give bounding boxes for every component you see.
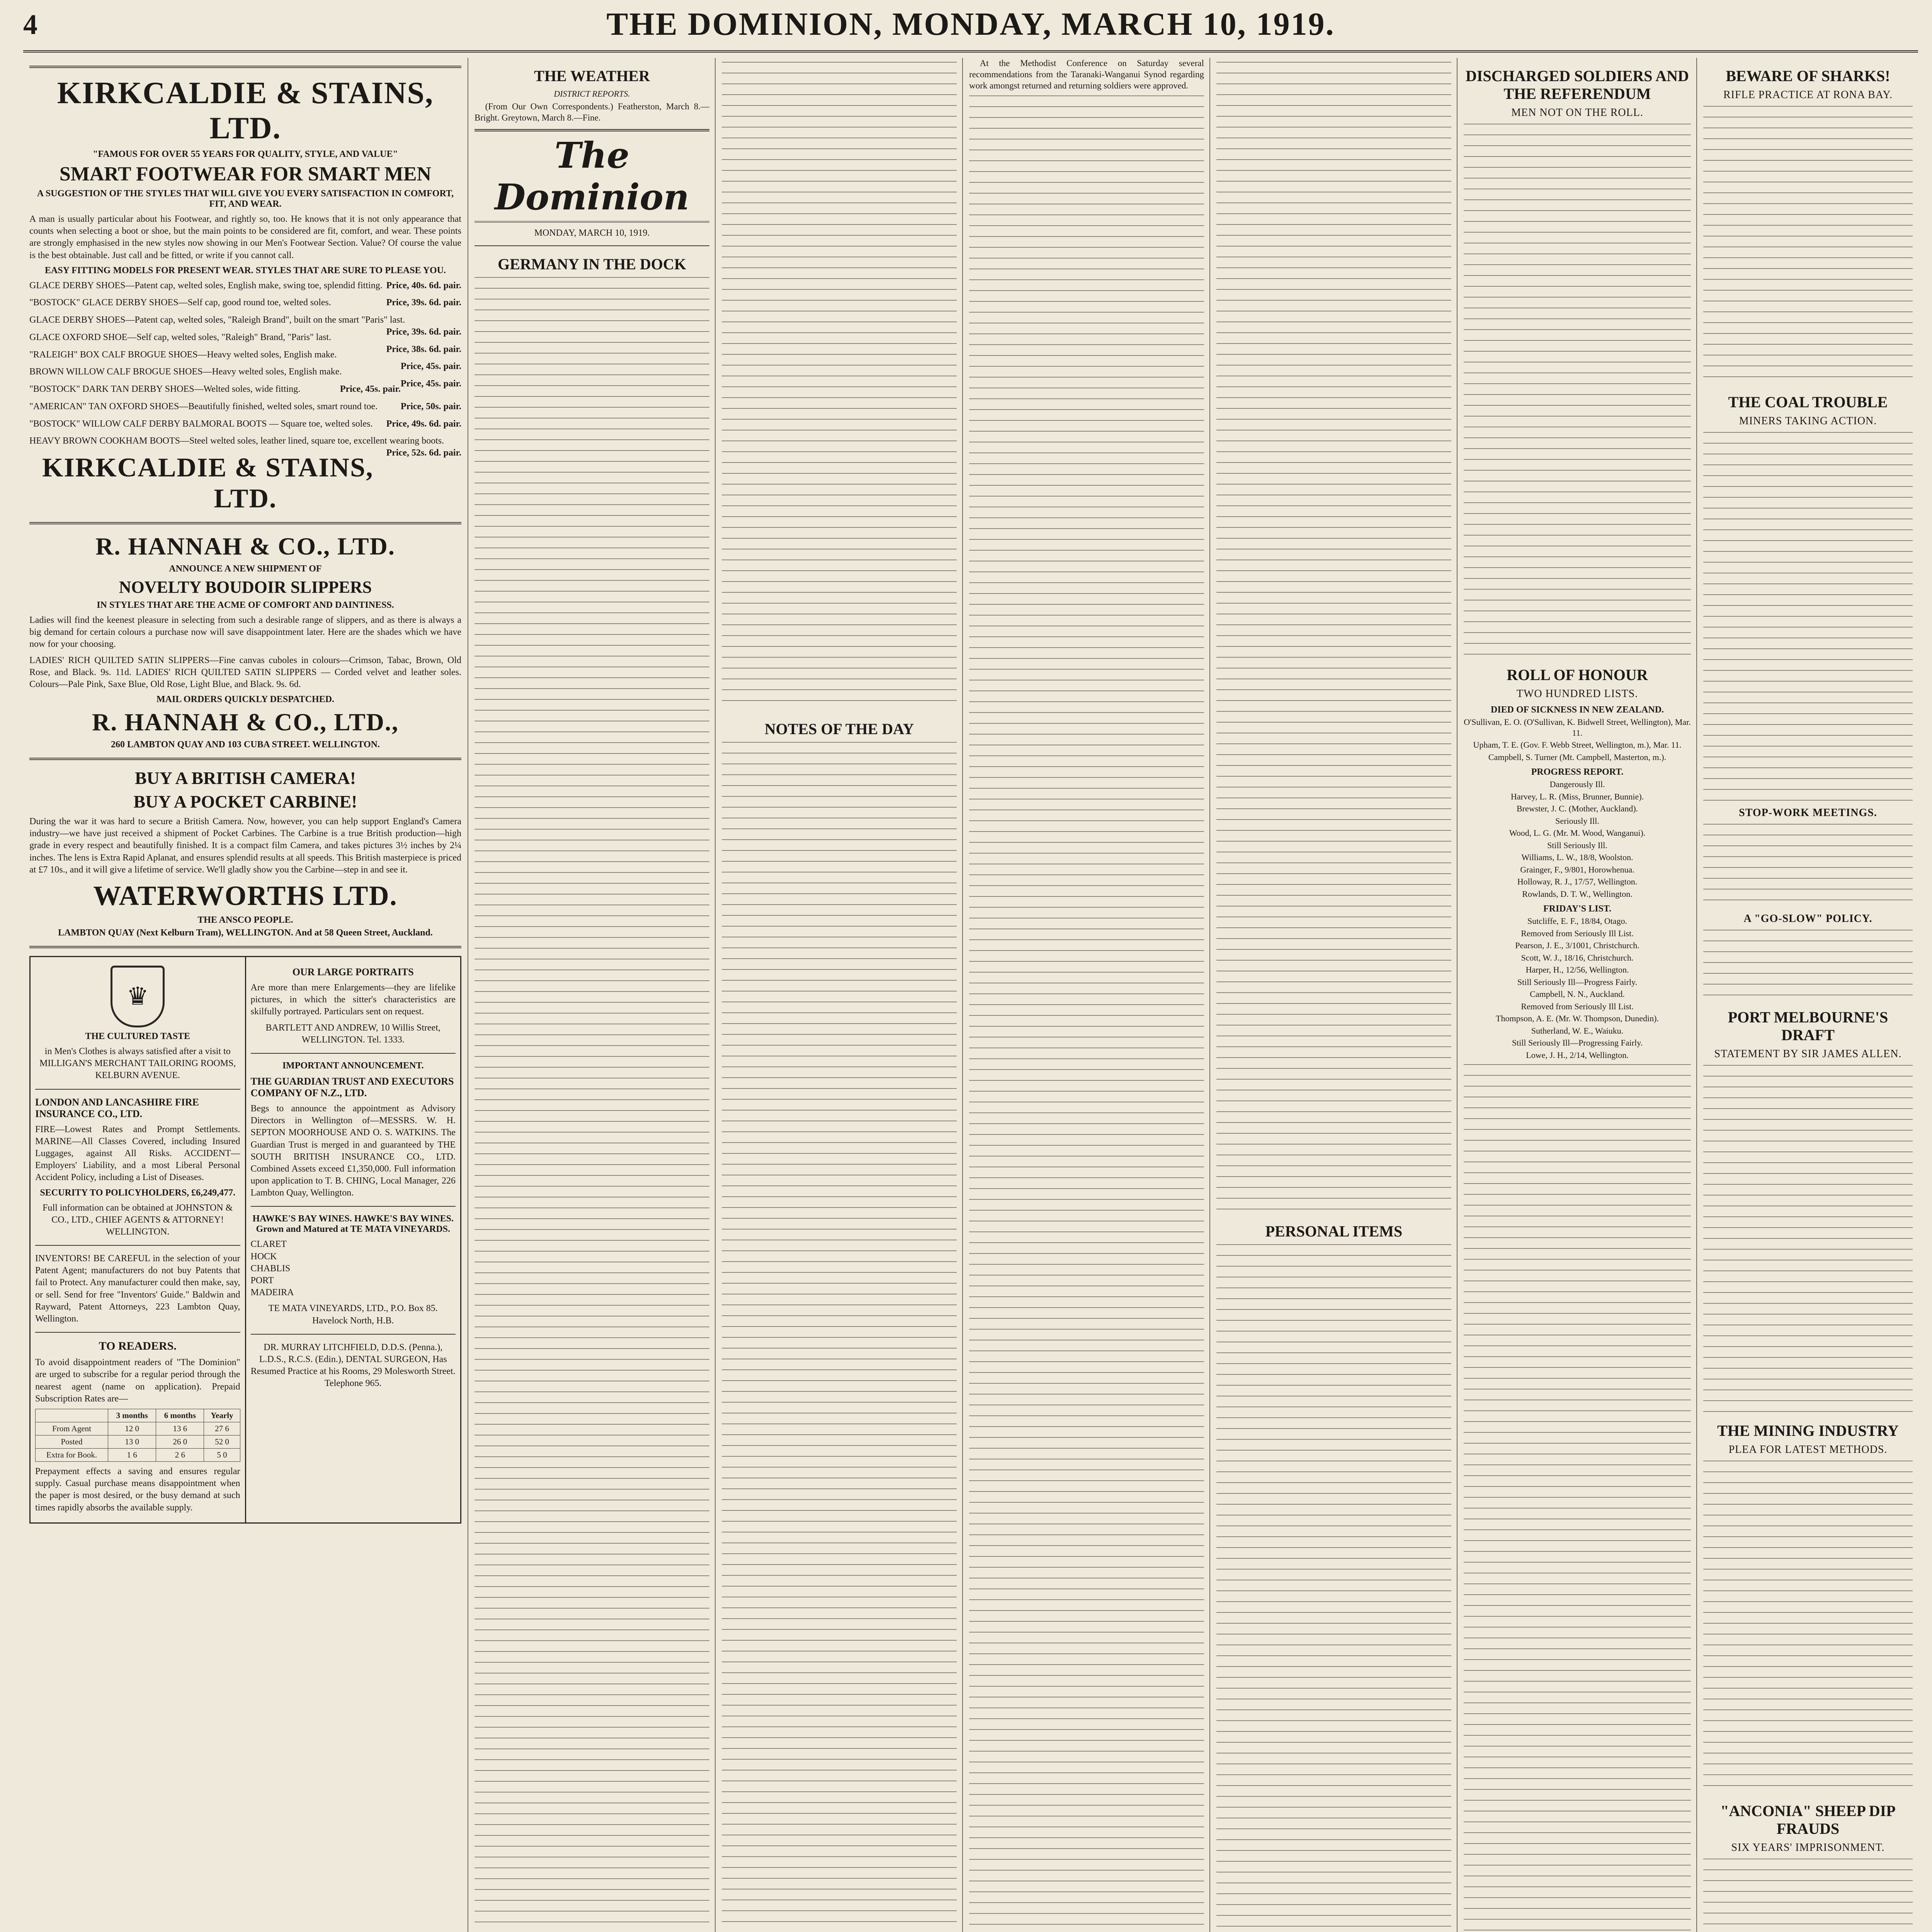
article-body: [722, 742, 957, 1932]
discharged-heading: DISCHARGED SOLDIERS AND THE REFERENDUM: [1466, 67, 1689, 102]
roll-entry: Upham, T. E. (Gov. F. Webb Street, Wellington, m.), Mar. 11.: [1473, 740, 1682, 750]
roll-entry: Still Seriously Ill.: [1547, 840, 1607, 850]
roll-section-heading: DIED OF SICKNESS IN NEW ZEALAND.: [1490, 705, 1664, 715]
roll-entry: Removed from Seriously Ill List.: [1521, 928, 1634, 938]
ad-waterworths-address: LAMBTON QUAY (Next Kelburn Tram), WELLINGTON. And at 58 Queen Street, Auckland.: [58, 928, 433, 938]
news-column: [962, 58, 1210, 1932]
ad-intro: A man is usually particular about his Footwear, and rightly so, too. He knows that it is not only appearance that counts when selecting a boot or shoe, but the main points to be considered are fit, comfort, and wear. These points are strongly emphasised in the new styles now showing in our Men's Footwear Section. Value? Of course the value is the best obtainable. Just call and be fitted, or write if you cannot call.: [29, 214, 461, 260]
roll-entry: Removed from Seriously Ill List.: [1521, 1001, 1634, 1011]
article-body: [1216, 62, 1451, 1213]
personal-heading: PERSONAL ITEMS: [1265, 1223, 1403, 1240]
ad-guardian-title: THE GUARDIAN TRUST AND EXECUTORS COMPANY OF N.Z., LTD.: [250, 1075, 454, 1099]
ad-hannah-novelty: NOVELTY BOUDOIR SLIPPERS: [119, 577, 372, 597]
mining-sub: PLEA FOR LATEST METHODS.: [1728, 1444, 1888, 1456]
ad-important: IMPORTANT ANNOUNCEMENT.: [282, 1060, 424, 1071]
table-row: 3 months 6 months Yearly: [36, 1409, 240, 1422]
roll-entry: Still Seriously Ill—Progress Fairly.: [1517, 977, 1638, 987]
roll-entry: Still Seriously Ill—Progressing Fairly.: [1512, 1038, 1643, 1048]
sharks-heading: BEWARE OF SHARKS!: [1726, 67, 1890, 85]
article-body: [1703, 1859, 1913, 1932]
ad-suggestion: A SUGGESTION OF THE STYLES THAT WILL GIVE YOU EVERY SATISFACTION IN COMFORT, FIT, AND WEAR.: [37, 189, 454, 209]
article-body: [1703, 432, 1913, 803]
roll-section-heading: PROGRESS REPORT.: [1531, 767, 1624, 777]
divider: [29, 522, 461, 524]
roll-entry: Harper, H., 12/56, Wellington.: [1526, 965, 1629, 975]
ad-hannah-body: Ladies will find the keenest pleasure in selecting from such a desirable range of slippers, and as there is always a big demand for certain colours a purchase now will save disappointment later. Here are the shades which we have now for your choosing.: [29, 615, 461, 650]
divider: [29, 66, 461, 68]
dateline: MONDAY, MARCH 10, 1919.: [534, 228, 650, 238]
roll-entry: Scott, W. J., 18/16, Christchurch.: [1521, 952, 1634, 963]
article-body: [1703, 106, 1913, 384]
weather-body: (From Our Own Correspondents.) Featherston, March 8.—Bright. Greytown, March 8.—Fine.: [474, 102, 709, 122]
roll-entry: Pearson, J. E., 3/1001, Christchurch.: [1515, 940, 1639, 950]
ad-left-cell: [31, 957, 245, 1522]
article-body: [1216, 1244, 1451, 1932]
subscription-table: [35, 1409, 240, 1462]
shield-icon: ♛: [111, 966, 165, 1027]
goslow-heading: A "GO-SLOW" POLICY.: [1743, 913, 1872, 925]
table-row: From Agent 12 0 13 6 27 6: [36, 1422, 240, 1435]
ad-right-cell: [245, 957, 461, 1522]
stopwork-heading: STOP-WORK MEETINGS.: [1739, 807, 1877, 819]
dominion-masthead: The Dominion: [474, 129, 709, 223]
price-row: "BOSTOCK" GLACE DERBY SHOES—Self cap, good round toe, welted soles. Price, 39s. 6d. pair.: [29, 298, 461, 308]
price-row: HEAVY BROWN COOKHAM BOOTS—Steel welted soles, leather lined, square toe, excellent wearing boots. Price, 52s. 6d. pair.: [29, 436, 461, 458]
roll-entry: Lowe, J. H., 2/14, Wellington.: [1526, 1050, 1629, 1060]
roll-entry: O'Sullivan, E. O. (O'Sullivan, K. Bidwell Street, Wellington), Mar. 11.: [1464, 717, 1691, 738]
ad-hannah-address: 260 LAMBTON QUAY AND 103 CUBA STREET. WELLINGTON.: [111, 740, 380, 750]
price-row: "BOSTOCK" WILLOW CALF DERBY BALMORAL BOOTS — Square toe, welted soles. Price, 49s. 6d. pair.: [29, 418, 461, 429]
divider: [29, 758, 461, 760]
discharged-sub: MEN NOT ON THE ROLL.: [1511, 107, 1643, 119]
price-row: GLACE OXFORD SHOE—Self cap, welted soles, "Raleigh" Brand, "Paris" last. Price, 38s. 6d. pair.: [29, 332, 461, 354]
roll-entry: Wood, L. G. (Mr. M. Wood, Wanganui).: [1509, 828, 1646, 838]
price-row: BROWN WILLOW CALF BROGUE SHOES—Heavy welted soles, English make. Price, 45s. pair.: [29, 367, 461, 389]
roll-entry: Thompson, A. E. (Mr. W. Thompson, Dunedin).: [1496, 1014, 1659, 1023]
ad-hannah-styles: IN STYLES THAT ARE THE ACME OF COMFORT AND DAINTINESS.: [97, 600, 394, 610]
advert-column: [23, 58, 468, 1932]
article-body: [1703, 824, 1913, 909]
ad-kirkcaldie-title: KIRKCALDIE & STAINS, LTD.: [57, 76, 434, 145]
ad-hannah-items: LADIES' RICH QUILTED SATIN SLIPPERS—Fine canvas cuboles in colours—Crimson, Tabac, Brown, Old Rose, and Black. 9s. 11d. LADIES' RICH QUILTED SATIN SLIPPERS — Corded velvet and leather soles. Colours—Pale Pink, Saxe Blue, Old Rose, Light Blue, and Black. 9s. 6d.: [29, 655, 461, 689]
article-body: [969, 95, 1204, 1932]
roll-section-heading: FRIDAY'S LIST.: [1543, 904, 1612, 914]
news-column-right: [1696, 58, 1919, 1932]
ad-camera-title: BUY A BRITISH CAMERA!: [134, 768, 356, 788]
anconia-heading: "ANCONIA" SHEEP DIP FRAUDS: [1720, 1802, 1896, 1837]
roll-entry: Sutherland, W. E., Waiuku.: [1531, 1026, 1624, 1036]
roll-entry: Williams, L. W., 18/8, Woolston.: [1521, 852, 1633, 862]
ad-milligan: in Men's Clothes is always satisfied after a visit to MILLIGAN'S MERCHANT TAILORING ROOMS, KELBURN AVENUE.: [39, 1046, 236, 1081]
article-body: [1464, 1064, 1691, 1932]
article-body: [474, 277, 709, 1932]
ad-hannah-mail: MAIL ORDERS QUICKLY DESPATCHED.: [156, 694, 335, 705]
page-number: 4: [23, 9, 37, 41]
ad-hannah-title: R. HANNAH & CO., LTD.: [95, 532, 395, 560]
price-row: "BOSTOCK" DARK TAN DERBY SHOES—Welted soles, wide fitting. Price, 45s. pair.: [29, 384, 401, 395]
port-melbourne-sub: STATEMENT BY SIR JAMES ALLEN.: [1714, 1048, 1902, 1060]
roll-entry: Dangerously Ill.: [1549, 779, 1605, 789]
notes-column: [715, 58, 963, 1932]
roll-entry: Sutcliffe, E. F., 18/84, Otago.: [1527, 916, 1628, 926]
ad-waterworths-title: WATERWORTHS LTD.: [93, 880, 398, 911]
article-body: [1703, 930, 1913, 999]
ad-split-block: [29, 956, 461, 1524]
article-body: [1703, 1065, 1913, 1413]
weather-heading: THE WEATHER: [534, 67, 650, 85]
mining-heading: THE MINING INDUSTRY: [1717, 1422, 1899, 1439]
ad-portraits-body: Are more than mere Enlargements—they are lifelike pictures, in which the sitter's characteristics are skilfully portrayed. Particulars sent on request.: [250, 983, 456, 1017]
roll-entry: Harvey, L. R. (Miss, Brunner, Bunnie).: [1510, 791, 1644, 801]
ad-easy-fitting: EASY FITTING MODELS FOR PRESENT WEAR. STYLES THAT ARE SURE TO PLEASE YOU.: [44, 265, 446, 276]
ad-hawkes-bay: HAWKE'S BAY WINES. HAWKE'S BAY WINES. Grown and Matured at TE MATA VINEYARDS.: [252, 1214, 454, 1235]
ad-hannah-title-2: R. HANNAH & CO., LTD.,: [92, 708, 399, 736]
wine-list: CLARET HOCK CHABLIS PORT MADEIRA: [250, 1239, 294, 1298]
ad-guardian-body: Begs to announce the appointment as Advisory Directors in Wellington of—MESSRS. W. H. SEPTON MOORHOUSE AND O. S. WATKINS. The Guardian Trust is merged in and guaranteed by THE SOUTH BRITISH INSURANCE CO., LTD. Combined Assets exceed £1,350,000. Full information upon application to T. B. CHING, Local Manager, 226 Lambton Quay, Wellington.: [250, 1103, 456, 1198]
ad-portraits-title: OUR LARGE PORTRAITS: [292, 966, 414, 978]
prepay-notice: Prepayment effects a saving and ensures regular supply. Casual purchase means disappointment when the paper is most desired, or the busy demand at such times rapidly absorbs the available supply.: [35, 1466, 240, 1513]
notes-heading: NOTES OF THE DAY: [764, 720, 914, 738]
roll-entry: Campbell, S. Turner (Mt. Campbell, Masterton, m.).: [1488, 752, 1667, 762]
roll-entry: Brewster, J. C. (Mother, Auckland).: [1516, 804, 1638, 813]
article-body: [722, 62, 957, 711]
sharks-sub: RIFLE PRACTICE AT RONA BAY.: [1723, 89, 1893, 101]
port-melbourne-heading: PORT MELBOURNE'S DRAFT: [1728, 1009, 1888, 1044]
soldiers-column: [1457, 58, 1697, 1932]
page-masthead: [23, 4, 1918, 53]
ad-bartlett: BARTLETT AND ANDREW, 10 Willis Street, WELLINGTON. Tel. 1333.: [265, 1022, 440, 1045]
divider: [29, 946, 461, 948]
coal-sub: MINERS TAKING ACTION.: [1739, 415, 1877, 427]
roll-entry: Seriously Ill.: [1555, 816, 1599, 826]
ad-kirkcaldie-footer: KIRKCALDIE & STAINS, LTD.: [42, 452, 374, 514]
table-row: Extra for Book. 1 6 2 6 5 0: [36, 1448, 240, 1461]
price-row: "RALEIGH" BOX CALF BROGUE SHOES—Heavy welted soles, English make. Price, 45s. pair.: [29, 349, 461, 372]
ad-kirkcaldie-tagline: "FAMOUS FOR OVER 55 YEARS FOR QUALITY, STYLE, AND VALUE": [93, 149, 398, 159]
coal-heading: THE COAL TROUBLE: [1728, 393, 1888, 411]
roll-of-honour-heading: ROLL OF HONOUR: [1507, 666, 1648, 684]
ad-lancashire-title: LONDON AND LANCASHIRE FIRE INSURANCE CO., LTD.: [35, 1096, 199, 1119]
roll-entry: Grainger, F., 9/801, Horowhenua.: [1520, 864, 1634, 874]
article-body: [1703, 1461, 1913, 1793]
methodist-paragraph: At the Methodist Conference on Saturday several recommendations from the Taranaki-Wanganui Synod regarding work amongst returned and returning soldiers were approved.: [969, 58, 1204, 90]
anconia-sub: SIX YEARS' IMPRISONMENT.: [1731, 1842, 1885, 1854]
price-row: GLACE DERBY SHOES—Patent cap, welted soles, English make, swing toe, splendid fitting. Price, 40s. 6d. pair.: [29, 280, 461, 291]
roll-entry: Holloway, R. J., 17/57, Wellington.: [1517, 877, 1638, 886]
ad-te-mata: TE MATA VINEYARDS, LTD., P.O. Box 85. Havelock North, H.B.: [268, 1303, 438, 1326]
article-body: [1464, 124, 1691, 657]
price-row: GLACE DERBY SHOES—Patent cap, welted soles, "Raleigh Brand", built on the smart "Paris" last. Price, 39s. 6d. pair.: [29, 315, 461, 337]
ad-camera-subtitle: BUY A POCKET CARBINE!: [133, 792, 357, 812]
roll-of-honour-sub: TWO HUNDRED LISTS.: [1516, 688, 1638, 700]
masthead-title: THE DOMINION, MONDAY, MARCH 10, 1919.: [606, 6, 1335, 42]
editorial-column: [468, 58, 716, 1932]
ad-dentist: DR. MURRAY LITCHFIELD, D.D.S. (Penna.), L.D.S., R.C.S. (Edin.), DENTAL SURGEON, Has Resumed Practice at his Rooms, 29 Molesworth Street. Telephone 965.: [250, 1342, 456, 1389]
price-row: "AMERICAN" TAN OXFORD SHOES—Beautifully finished, welted soles, smart round toe. Price, 50s. pair.: [29, 401, 461, 412]
ad-camera-body: During the war it was hard to secure a British Camera. Now, however, you can help support England's Camera industry—we have just received a shipment of Pocket Carbines. The Carbine is a true British production—high grade in every respect and beautifully finished. It is a compact film Camera, and takes pictures 3½ inches by 2¼ inches. The lens is Extra Rapid Aplanat, and ensures splendid results at all speeds. This British masterpiece is priced at £7 10s., and it will give a lifetime of service. We'll gladly show you the Carbine—step in and see it.: [29, 816, 461, 875]
roll-entry: Campbell, N. N., Auckland.: [1530, 989, 1625, 999]
ad-ansco: THE ANSCO PEOPLE.: [197, 915, 293, 925]
leader-heading: GERMANY IN THE DOCK: [498, 255, 686, 273]
readers-body: To avoid disappointment readers of "The Dominion" are urged to subscribe for a regular period through the nearest agent (name on application). Prepaid Subscription Rates are—: [35, 1357, 240, 1404]
ad-hannah-sub: ANNOUNCE A NEW SHIPMENT OF: [169, 563, 322, 574]
ad-cultured-taste: THE CULTURED TASTE: [85, 1031, 190, 1041]
ad-inventors: INVENTORS! BE CAREFUL in the selection of your Patent Agent; manufacturers do not buy Patents that fail to Protect. Any manufacturer could then make, say, or sell. Send for free "Inventors' Guide." Baldwin and Rayward, Patent Attorneys, 223 Lambton Quay, Wellington.: [35, 1253, 240, 1324]
shoe-price-list: [29, 280, 461, 458]
table-row: Posted 13 0 26 0 52 0: [36, 1435, 240, 1448]
ad-lancashire-body: FIRE—Lowest Rates and Prompt Settlements. MARINE—All Classes Covered, including Insured Luggages, against All Risks. ACCIDENT—Employers' Liability, and a most Liberal Personal Accident Policy, including a List of Diseases.: [35, 1124, 240, 1183]
roll-entry: Rowlands, D. T. W., Wellington.: [1522, 889, 1633, 899]
readers-heading: TO READERS.: [99, 1340, 177, 1353]
weather-sub: DISTRICT REPORTS.: [554, 89, 630, 99]
columns: [23, 58, 1918, 1932]
ad-security: SECURITY TO POLICYHOLDERS, £6,249,477.: [40, 1187, 236, 1198]
ad-johnston: Full information can be obtained at JOHNSTON & CO., LTD., CHIEF AGENTS & ATTORNEY! WELLINGTON.: [43, 1202, 233, 1237]
ad-smart-footwear: SMART FOOTWEAR FOR SMART MEN: [59, 163, 432, 185]
personal-column: [1209, 58, 1458, 1932]
